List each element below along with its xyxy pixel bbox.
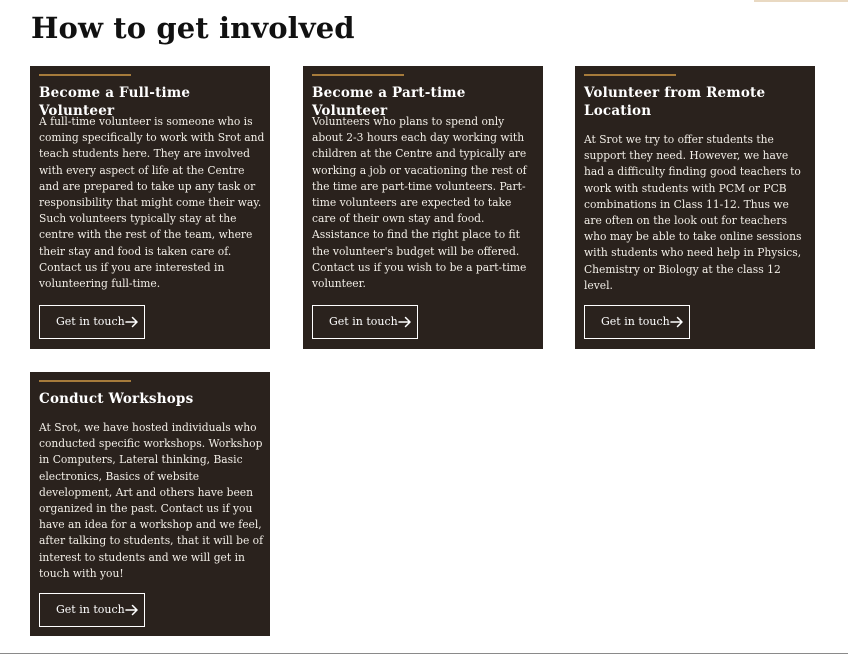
get-in-touch-label: Get in touch <box>56 603 125 616</box>
card-title: Become a Part-time Volunteer <box>312 85 466 119</box>
card-description: Volunteers who plans to spend only about 2-3 hours each day working with children at the Centre and typically are working a job or vacationing the rest of the time are part-time volunteers. Part-time volunteers are expected to take care of their own stay and food. Assistance to find the right place to fit the volunteer's budget will be offered. Contact us if you wish to be a part-time volunteer. <box>312 115 527 291</box>
get-in-touch-label: Get in touch <box>56 315 125 328</box>
get-in-touch-button[interactable] <box>312 305 418 339</box>
arrow-right-icon <box>670 316 684 328</box>
card-description: At Srot we try to offer students the support they need. However, we have had a difficulty finding good teachers to work with students with PCM or PCB combinations in Class 11-12. Thus we are often on the look out for teachers who may be able to take online sessions with students who need help in Physics, Chemistry or Biology at the class 12 level. <box>584 133 802 292</box>
card-accent-line <box>39 74 131 76</box>
get-in-touch-button[interactable] <box>39 305 145 339</box>
arrow-right-icon <box>125 604 139 616</box>
get-in-touch-button[interactable] <box>39 593 145 627</box>
card-part-time-volunteer <box>303 66 543 349</box>
card-accent-line <box>584 74 676 76</box>
card-accent-line <box>39 380 131 382</box>
get-in-touch-label: Get in touch <box>329 315 398 328</box>
card-title: Conduct Workshops <box>39 391 194 407</box>
card-accent-line <box>312 74 404 76</box>
arrow-right-icon <box>125 316 139 328</box>
card-remote-volunteer <box>575 66 815 349</box>
card-conduct-workshops <box>30 372 270 636</box>
card-description: A full-time volunteer is someone who is coming specifically to work with Srot and teach students here. They are involved with every aspect of life at the Centre and are prepared to take up any task or responsibility that might come their way. Such volunteers typically stay at the centre with the rest of the team, where their stay and food is taken care of. Contact us if you are interested in volunteering full-time. <box>39 115 265 291</box>
get-in-touch-button[interactable] <box>584 305 690 339</box>
get-in-touch-label: Get in touch <box>601 315 670 328</box>
card-title: Become a Full-time Volunteer <box>39 85 191 119</box>
bottom-divider <box>0 653 848 654</box>
card-title: Volunteer from Remote Location <box>584 85 766 119</box>
card-full-time-volunteer <box>30 66 270 349</box>
arrow-right-icon <box>398 316 412 328</box>
page-title: How to get involved <box>31 11 355 45</box>
top-accent-bar <box>754 0 848 2</box>
card-description: At Srot, we have hosted individuals who conducted specific workshops. Workshop in Computers, Lateral thinking, Basic electronics, Basics of website development, Art and others have been organized in the past. Contact us if you have an idea for a workshop and we feel, after talking to students, that it will be of interest to students and we will get in touch with you! <box>39 421 264 580</box>
